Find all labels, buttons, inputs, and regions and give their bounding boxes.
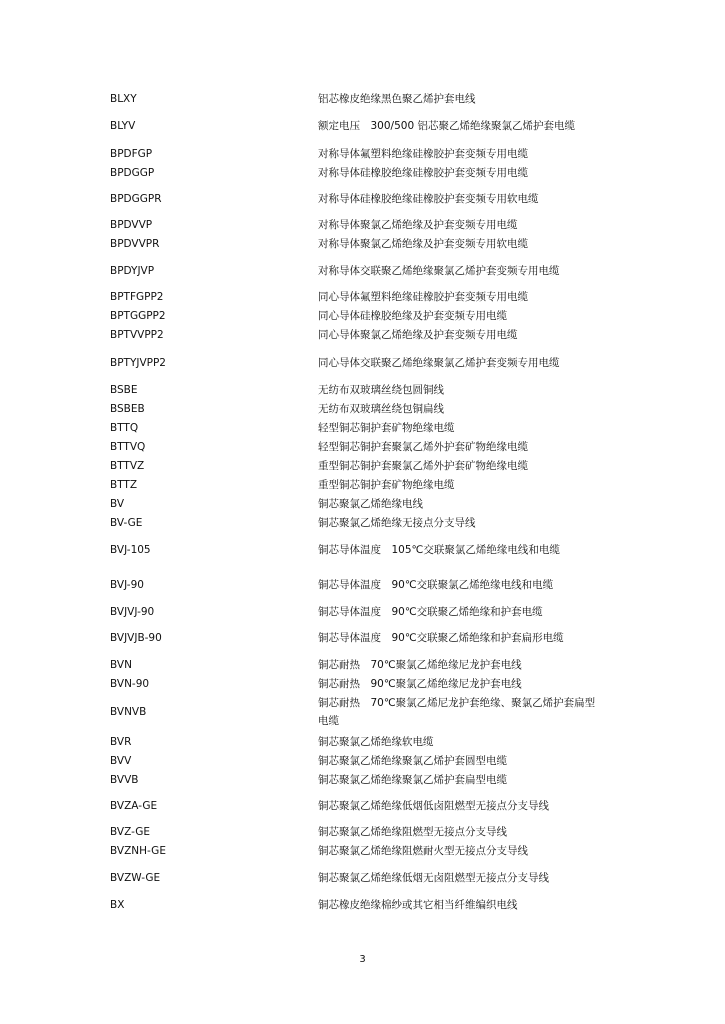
cable-description: 对称导体交联聚乙烯绝缘聚氯乙烯护套变频专用电缆	[318, 265, 560, 277]
cable-code: BVR	[110, 736, 132, 748]
cable-code: BSBEB	[110, 403, 145, 415]
cable-code: BVZ-GE	[110, 826, 151, 838]
cable-description: 铜芯聚氯乙烯绝缘阻燃耐火型无接点分支导线	[318, 845, 528, 857]
cable-description: 铜芯聚氯乙烯绝缘阻燃型无接点分支导线	[318, 826, 507, 838]
cable-code: BVJVJ-90	[110, 606, 155, 618]
cable-description: 对称导体硅橡胶绝缘硅橡胶护套变频专用电缆	[318, 167, 528, 179]
list-item	[0, 603, 725, 621]
list-item	[0, 216, 725, 234]
cable-description: 额定电压 300/500 铝芯聚乙烯绝缘聚氯乙烯护套电缆	[318, 120, 575, 132]
cable-code: BVN-90	[110, 678, 150, 690]
cable-code: BPDGGPR	[110, 193, 162, 205]
cable-code: BPDVVPR	[110, 238, 160, 250]
cable-code: BPTGGPP2	[110, 310, 166, 322]
cable-code: BVZW-GE	[110, 872, 161, 884]
list-item	[0, 235, 725, 253]
list-item	[0, 476, 725, 494]
cable-description: 轻型铜芯铜护套矿物绝缘电缆	[318, 422, 455, 434]
cable-description: 重型铜芯铜护套矿物绝缘电缆	[318, 479, 455, 491]
cable-description: 无纺布双玻璃丝绕包铜扁线	[318, 403, 444, 415]
cable-description: 铜芯聚氯乙烯绝缘聚氯乙烯护套扁型电缆	[318, 774, 507, 786]
list-item	[0, 288, 725, 306]
cable-description: 无纺布双玻璃丝绕包圆铜线	[318, 384, 444, 396]
list-item	[0, 117, 725, 135]
list-item	[0, 541, 725, 559]
cable-description: 铜芯导体温度 90℃交联聚乙烯绝缘和护套电缆	[318, 606, 543, 618]
cable-code: BX	[110, 899, 125, 911]
cable-description: 铜芯耐热 70℃聚氯乙烯绝缘尼龙护套电线	[318, 659, 522, 671]
cable-description: 铜芯导体温度 90℃交联聚乙烯绝缘和护套扁形电缆	[318, 632, 564, 644]
list-item	[0, 438, 725, 456]
list-item	[0, 733, 725, 751]
cable-description: 对称导体氟塑料绝缘硅橡胶护套变频专用电缆	[318, 148, 528, 160]
cable-code: BVJVJB-90	[110, 632, 162, 644]
list-item	[0, 190, 725, 208]
cable-description: 铜芯聚氯乙烯绝缘低烟低卤阻燃型无接点分支导线	[318, 800, 549, 812]
cable-code: BPDVVP	[110, 219, 153, 231]
list-item	[0, 823, 725, 841]
cable-description: 同心导体聚氯乙烯绝缘及护套变频专用电缆	[318, 329, 518, 341]
list-item	[0, 326, 725, 344]
list-item	[0, 145, 725, 163]
cable-code: BTTZ	[110, 479, 138, 491]
list-item	[0, 675, 725, 693]
list-item	[0, 164, 725, 182]
list-item	[0, 495, 725, 513]
list-item	[0, 656, 725, 674]
cable-code: BPTYJVPP2	[110, 357, 166, 369]
list-item	[0, 752, 725, 770]
cable-description: 铜芯耐热 90℃聚氯乙烯绝缘尼龙护套电线	[318, 678, 522, 690]
list-item	[0, 419, 725, 437]
cable-code: BVNVB	[110, 706, 147, 718]
cable-description: 同心导体氟塑料绝缘硅橡胶护套变频专用电缆	[318, 291, 528, 303]
cable-description: 铜芯聚氯乙烯绝缘软电缆	[318, 736, 434, 748]
list-item	[0, 797, 725, 815]
cable-description: 同心导体硅橡胶绝缘及护套变频专用电缆	[318, 310, 507, 322]
cable-code: BLXY	[110, 93, 137, 105]
page-number: 3	[359, 954, 366, 965]
cable-description: 铜芯聚氯乙烯绝缘低烟无卤阻燃型无接点分支导线	[318, 872, 549, 884]
cable-code: BTTVQ	[110, 441, 146, 453]
cable-description: 对称导体硅橡胶绝缘硅橡胶护套变频专用软电缆	[318, 193, 539, 205]
cable-code: BVZNH-GE	[110, 845, 166, 857]
cable-code: BV	[110, 498, 125, 510]
cable-code: BTTVZ	[110, 460, 145, 472]
cable-code: BPDGGP	[110, 167, 155, 179]
cable-code: BVZA-GE	[110, 800, 158, 812]
cable-code: BV-GE	[110, 517, 143, 529]
cable-description: 铜芯聚氯乙烯绝缘无接点分支导线	[318, 517, 476, 529]
cable-description: 对称导体聚氯乙烯绝缘及护套变频专用电缆	[318, 219, 518, 231]
cable-code: BTTQ	[110, 422, 139, 434]
cable-description: 铜芯耐热 70℃聚氯乙烯尼龙护套绝缘、聚氯乙烯护套扁型电缆	[318, 697, 596, 727]
list-item	[0, 771, 725, 789]
cable-code: BPDFGP	[110, 148, 153, 160]
cable-code: BVN	[110, 659, 132, 671]
cable-description: 铝芯橡皮绝缘黑色聚乙烯护套电线	[318, 93, 476, 105]
cable-description: 铜芯导体温度 105℃交联聚氯乙烯绝缘电线和电缆	[318, 544, 560, 556]
list-item	[0, 457, 725, 475]
cable-code: BVJ-90	[110, 579, 144, 591]
cable-code: BPDYJVP	[110, 265, 155, 277]
cable-description: 同心导体交联聚乙烯绝缘聚氯乙烯护套变频专用电缆	[318, 357, 560, 369]
cable-code: BPTVVPP2	[110, 329, 164, 341]
list-item	[0, 90, 725, 108]
list-item	[0, 354, 725, 372]
cable-description: 铜芯聚氯乙烯绝缘聚氯乙烯护套圆型电缆	[318, 755, 507, 767]
cable-code: BVV	[110, 755, 132, 767]
list-item	[0, 896, 725, 914]
cable-description: 铜芯聚氯乙烯绝缘电线	[318, 498, 423, 510]
list-item	[0, 869, 725, 887]
list-item	[0, 576, 725, 594]
list-item	[0, 262, 725, 280]
cable-code: BVJ-105	[110, 544, 151, 556]
cable-description: 对称导体聚氯乙烯绝缘及护套变频专用软电缆	[318, 238, 528, 250]
cable-code: BLYV	[110, 120, 136, 132]
cable-description: 重型铜芯铜护套聚氯乙烯外护套矿物绝缘电缆	[318, 460, 528, 472]
list-item	[0, 400, 725, 418]
list-item	[0, 514, 725, 532]
list-item	[0, 694, 725, 730]
cable-description: 轻型铜芯铜护套聚氯乙烯外护套矿物绝缘电缆	[318, 441, 528, 453]
cable-code: BSBE	[110, 384, 138, 396]
list-item	[0, 307, 725, 325]
cable-code: BPTFGPP2	[110, 291, 164, 303]
cable-description: 铜芯导体温度 90℃交联聚氯乙烯绝缘电线和电缆	[318, 579, 554, 591]
cable-description: 铜芯橡皮绝缘棉纱或其它相当纤维编织电线	[318, 899, 518, 911]
list-item	[0, 381, 725, 399]
list-item	[0, 629, 725, 647]
cable-code: BVVB	[110, 774, 139, 786]
list-item	[0, 842, 725, 860]
